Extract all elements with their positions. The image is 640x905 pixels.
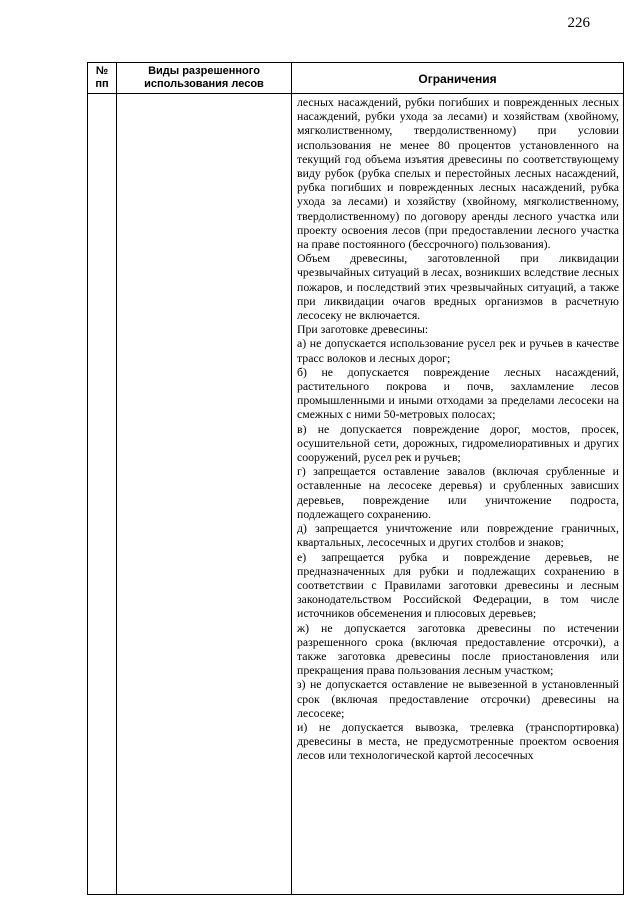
header-use-type-label: Виды разрешенного использования лесов: [144, 65, 264, 90]
limits-paragraph: а) не допускается использование русел рек и ручьев в качестве трасс волоков и лесных дорог;: [297, 336, 619, 365]
limits-paragraph: лесных насаждений, рубки погибших и поврежденных лесных насаждений, рубки ухода за лесами) и хозяйствам (хвойному, мягколиственному, твердолиственному) при условии использования не менее 80 процентов установленного на текущий год объема изъятия древесины по соответствующему виду рубок (рубка спелых и перестойных лесных насаждений, рубка погибших и поврежденных лесных насаждений, рубка ухода за лесами) и хозяйству (хвойному, мягколиственному, твердолиственному) по договору аренды лесного участка или проекту освоения лесов (при предоставлении лесного участка на праве постоянного (бессрочного) пользования).: [297, 95, 619, 252]
limits-paragraph: е) запрещается рубка и повреждение деревьев, не предназначенных для рубки и подлежащих сохранению в соответствии с Правилами заготовки древесины и лесным законодательством Российской Федерации, в том числе источников обсеменения и плюсовых деревьев;: [297, 549, 619, 621]
limits-paragraph: б) не допускается повреждение лесных насаждений, растительного покрова и почв, захламление лесов промышленными и иными отходами за пределами лесосеки на смежных с ними 50-метровых полосах;: [297, 364, 619, 422]
cell-limits: [292, 94, 624, 895]
restrictions-table: [87, 62, 624, 895]
header-cell-limits: [292, 63, 624, 94]
limits-paragraph: При заготовке древесины:: [297, 322, 429, 337]
cell-num: [88, 94, 117, 895]
table-header-row: [88, 63, 624, 94]
limits-paragraph: д) запрещается уничтожение или повреждение граничных, квартальных, лесосечных и других столбов и знаков;: [297, 521, 619, 550]
limits-paragraph: з) не допускается оставление не вывезенной в установленный срок (включая предоставление отсрочки) древесины на лесосеке;: [297, 677, 619, 720]
limits-paragraph: ж) не допускается заготовка древесины по истечении разрешенного срока (включая предоставление отсрочки), а также заготовка древесины после приостановления или прекращения права пользования лесным участком;: [297, 620, 619, 678]
header-cell-num: [88, 63, 117, 94]
table-row: [88, 94, 624, 895]
page-number: 226: [567, 15, 590, 31]
header-cell-use-type: [117, 63, 292, 94]
limits-paragraph: г) запрещается оставление завалов (включая срубленные и оставленные на лесосеке деревья) и срубленных зависших деревьев, повреждение или уничтожение подроста, подлежащего сохранению.: [297, 464, 619, 521]
cell-use-type: [117, 94, 292, 895]
limits-paragraph: в) не допускается повреждение дорог, мостов, просек, осушительной сети, дорожных, гидромелиоративных и других сооружений, русел рек и ручьев;: [297, 421, 619, 465]
header-num-label: № пп: [95, 65, 109, 90]
header-limits-label: Ограничения: [418, 72, 497, 86]
limits-paragraph: Объем древесины, заготовленной при ликвидации чрезвычайных ситуаций в лесах, возникших вследствие лесных пожаров, и последствий этих чрезвычайных ситуаций, а также при ликвидации очагов вредных организмов в расчетную лесосеку не включается.: [297, 251, 619, 323]
limits-paragraph: и) не допускается вывозка, трелевка (транспортировка) древесины в места, не предусмотренные проектом освоения лесов или технологической картой лесосечных: [297, 719, 619, 763]
